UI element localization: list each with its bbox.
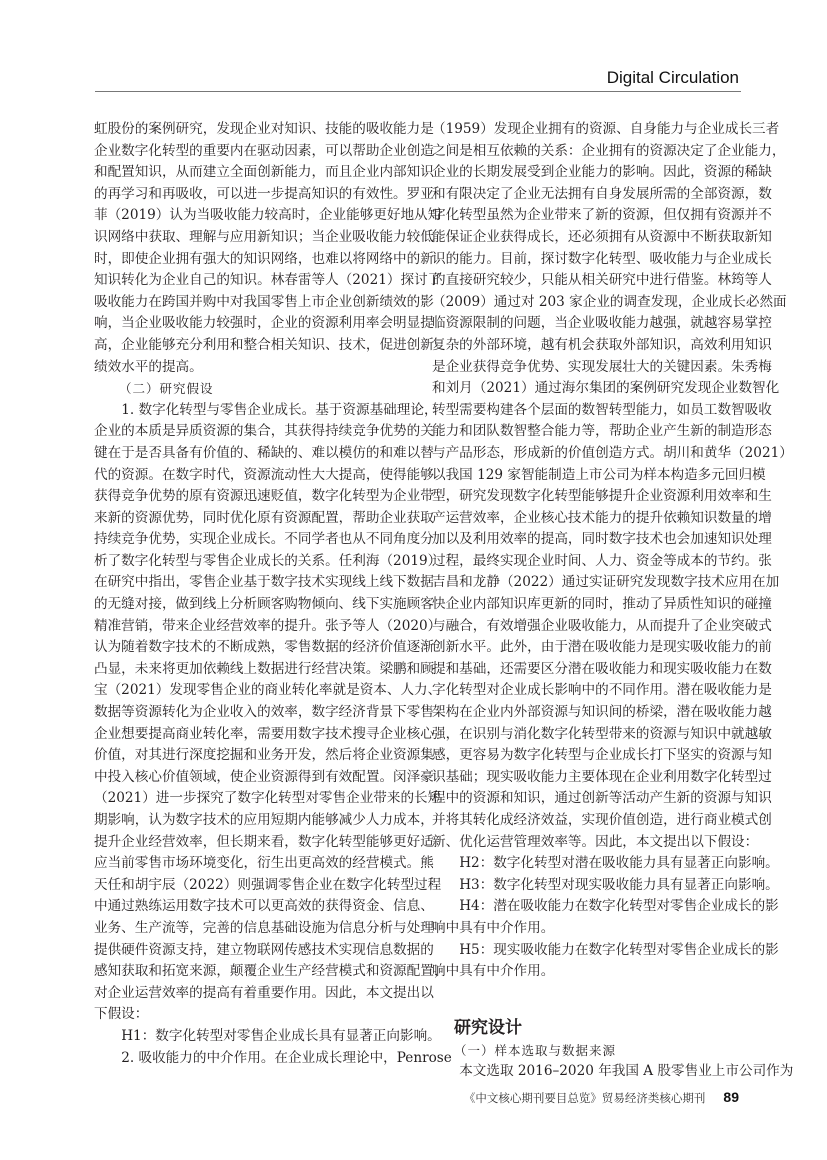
paragraph-line: 响，当企业吸收能力较强时，企业的资源利用率会明显提 [94, 315, 434, 332]
paragraph-line: 复杂的外部环境，越有机会获取外部知识，高效利用知识 [432, 336, 772, 353]
paragraph [94, 1048, 452, 1070]
right-paragraphs [432, 119, 793, 983]
paragraph-line: 强，在识别与消化数字化转型带来的资源与知识中就越敏 [432, 725, 772, 742]
paragraph-line: 获得竞争优势的原有资源迅速贬值，数字化转型为企业带 [94, 488, 434, 505]
paragraph-line: 对企业运营效率的提高有着重要作用。因此，本文提出以 [94, 984, 434, 1001]
paragraph-line: 键在于是否具备有价值的、稀缺的、难以模仿的和难以替 [94, 444, 434, 461]
paragraph-line: 企业数字化转型的重要内在驱动因素，可以帮助企业创造 [94, 142, 434, 159]
paragraph-line: 吉昌和龙静（2022）通过实证研究发现数字技术应用在加 [432, 574, 780, 591]
paragraph-line: 型，研究发现数字化转型能够提升企业资源利用效率和生 [432, 488, 772, 505]
paragraph-line: 之间是相互依赖的关系：企业拥有的资源决定了企业能力， [432, 142, 786, 159]
paragraph-line: 精准营销，带来企业经营效率的提升。张予等人（2020） [94, 617, 442, 634]
paragraph-line: 以我国 129 家智能制造上市公司为样本构造多元回归模 [432, 466, 766, 483]
paragraph-line: 1. 数字化转型与零售企业成长。基于资源基础理论， [121, 401, 438, 418]
paragraph-line: 产运营效率，企业核心技术能力的提升依赖知识数量的增 [432, 509, 772, 526]
paragraph-line: 并将其转化成经济效益，实现价值创造，进行商业模式创 [432, 812, 772, 828]
paragraph-line: 的无缝对接，做到线上分析顾客购物倾向、线下实施顾客 [94, 596, 434, 613]
paragraph-line: 能力和团队数智整合能力等，帮助企业产生新的制造形态 [432, 423, 772, 440]
subsection-heading: （一）样本选取与数据来源 [454, 1042, 617, 1058]
section-heading: 研究设计 [454, 1017, 522, 1038]
paragraph-line: 架构在企业内外部资源与知识间的桥梁，潜在吸收能力越 [432, 704, 772, 721]
paragraph-line: 新、优化运营管理效率等。因此，本文提出以下假设： [432, 833, 759, 850]
paragraph-line: （1959）发现企业拥有的资源、自身能力与企业成长三者 [432, 121, 780, 137]
paragraph-line: 过程，最终实现企业时间、人力、资金等成本的节约。张 [432, 552, 772, 569]
paragraph-line: 程中的资源和知识，通过创新等活动产生新的资源与知识 [432, 790, 772, 807]
paragraph-line: 认为随着数字技术的不断成熟，零售数据的经济价值逐渐 [94, 639, 434, 656]
right-column [432, 119, 794, 1083]
paragraph-line: 本文选取 2016–2020 年我国 A 股零售业上市公司作为 [459, 1063, 794, 1080]
paragraph-line: （2009）通过对 203 家企业的调查发现，企业成长必然面 [432, 293, 787, 310]
paragraph-line: 凸显，未来将更加依赖线上数据进行经营决策。梁鹏和顾 [94, 660, 434, 677]
paragraph-line: 加以及利用效率的提高，同时数字技术也会加速知识处理 [432, 531, 772, 548]
paragraph-line: 菲（2019）认为当吸收能力较高时，企业能够更好地从知 [94, 207, 442, 224]
paragraph-line: 时，即使企业拥有强大的知识网络，也难以将网络中的新 [94, 250, 434, 267]
paragraph-line: 企业的本质是异质资源的集合，其获得持续竞争优势的关 [94, 423, 434, 440]
paragraph-line: 数据等资源转化为企业收入的效率，数字经济背景下零售 [94, 704, 434, 721]
paragraph-line: 来新的资源优势，同时优化原有资源配置，帮助企业获取 [94, 509, 434, 526]
paragraph [432, 119, 793, 853]
paragraph-line: 临资源限制的问题，当企业吸收能力越强，就越容易掌控 [432, 315, 772, 332]
paragraph-line: H1：数字化转型对零售企业成长具有显著正向影响。 [121, 1027, 441, 1044]
paragraph-line: （2021）进一步探究了数字化转型对零售企业带来的长短 [94, 790, 442, 807]
paragraph-line: 快企业内部知识库更新的同时，推动了异质性知识的碰撞 [432, 596, 772, 613]
paragraph-line: 在研究中指出，零售企业基于数字技术实现线上线下数据 [94, 574, 434, 591]
paragraph-line: 提和基础，还需要区分潜在吸收能力和现实吸收能力在数 [432, 660, 772, 677]
paragraph-line: 感，更容易为数字化转型与企业成长打下坚实的资源与知 [432, 747, 772, 764]
paragraph-line: 吸收能力在跨国并购中对我国零售上市企业创新绩效的影 [94, 293, 434, 310]
paragraph-line: 能保证企业获得成长，还必须拥有从资源中不断获取新知 [432, 228, 772, 245]
paragraph-line: 业务、生产流等，完善的信息基础设施为信息分析与处理 [94, 919, 434, 936]
paragraph [94, 119, 442, 378]
paragraph-line: 是企业获得竞争优势、实现发展壮大的关键因素。朱秀梅 [432, 358, 772, 375]
paragraph-line: 高，企业能够充分利用和整合相关知识、技术，促进创新 [94, 336, 434, 353]
paragraph [432, 896, 779, 939]
paragraph-line: 识网络中获取、理解与应用新知识；当企业吸收能力较低 [94, 228, 434, 245]
paragraph-line: H4：潜在吸收能力在数字化转型对零售企业成长的影 [459, 898, 779, 915]
paragraph [432, 940, 779, 983]
paragraph-line: 感知获取和拓宽来源，颠覆企业生产经营模式和资源配置， [94, 963, 448, 980]
header-rule [95, 91, 741, 92]
footer-journal: 《中文核心期刊要目总览》贸易经济类核心期刊 [463, 1091, 706, 1105]
paragraph-line: H2：数字化转型对潜在吸收能力具有显著正向影响。 [459, 855, 779, 872]
paragraph-line: 的直接研究较少，只能从相关研究中进行借鉴。林筠等人 [432, 272, 772, 289]
paragraph-line: 识的能力。目前，探讨数字化转型、吸收能力与企业成长 [432, 250, 772, 267]
paragraph-line: H3：数字化转型对现实吸收能力具有显著正向影响。 [459, 876, 779, 893]
paragraph-line: 的再学习和再吸收，可以进一步提高知识的有效性。罗亚 [94, 185, 434, 202]
paragraph-line: 字化转型虽然为企业带来了新的资源，但仅拥有资源并不 [432, 207, 772, 224]
journal-section-title: Digital Circulation [606, 68, 739, 87]
paragraph-line: 2. 吸收能力的中介作用。在企业成长理论中，Penrose [121, 1049, 452, 1066]
paragraph-line: 企业想要提高商业转化率，需要用数字技术搜寻企业核心 [94, 725, 434, 742]
paragraph-line: 绩效水平的提高。 [94, 358, 203, 375]
paragraph-line: 识基础；现实吸收能力主要体现在企业利用数字化转型过 [432, 768, 772, 785]
paragraph [94, 1026, 441, 1048]
paragraph-line: 与产品形态，形成新的价值创造方式。胡川和黄华（2021） [432, 444, 793, 461]
paragraph-line: 转型需要构建各个层面的数智转型能力，如员工数智吸收 [432, 401, 772, 418]
paragraph-line: 下假设： [94, 1006, 149, 1023]
paragraph [94, 400, 448, 1026]
paragraph-line: 持续竞争优势，实现企业成长。不同学者也从不同角度分 [94, 531, 434, 548]
paragraph-line: 创新水平。此外，由于潜在吸收能力是现实吸收能力的前 [432, 639, 772, 656]
paragraph-line: 宝（2021）发现零售企业的商业转化率就是资本、人力、 [94, 682, 442, 699]
paragraph-line: 中通过熟练运用数字技术可以更高效的获得资金、信息、 [94, 898, 434, 915]
paragraph-line: 响中具有中介作用。 [432, 919, 555, 936]
left-column [94, 119, 452, 1069]
paragraph-line: 期影响，认为数字技术的应用短期内能够减少人力成本， [94, 812, 434, 828]
paragraph-line: 与融合，有效增强企业吸收能力，从而提升了企业突破式 [432, 617, 772, 634]
page-footer [464, 1089, 739, 1106]
paragraph-line: 应当前零售市场环境变化，衍生出更高效的经营模式。熊 [94, 855, 434, 872]
paragraph-line: 提升企业经营效率，但长期来看，数字化转型能够更好适 [94, 833, 434, 850]
page-number: 89 [723, 1089, 739, 1105]
paragraph-line: 和刘月（2021）通过海尔集团的案例研究发现企业数智化 [432, 380, 780, 397]
paragraph [432, 853, 779, 875]
paragraph-line: 虹股份的案例研究，发现企业对知识、技能的吸收能力是 [94, 121, 434, 137]
paragraph-line: 知识转化为企业自己的知识。林春雷等人（2021）探讨了 [94, 272, 442, 289]
paragraph-line: 企业的长期发展受到企业能力的影响。因此，资源的稀缺 [432, 164, 772, 181]
paragraph-line: 响中具有中介作用。 [432, 963, 555, 980]
paragraph-line: 价值，对其进行深度挖掘和业务开发，然后将企业资源集 [94, 747, 434, 764]
paragraph-line: 和配置知识，从而建立全面创新能力，而且企业内部知识 [94, 164, 434, 181]
paragraph-line: 析了数字化转型与零售企业成长的关系。任利海（2019） [94, 552, 442, 569]
paragraph-line: 代的资源。在数字时代，资源流动性大大提高，使得能够 [94, 466, 434, 483]
paragraph-line: H5：现实吸收能力在数字化转型对零售企业成长的影 [459, 941, 779, 958]
paragraph-line: 字化转型对企业成长影响中的不同作用。潜在吸收能力是 [432, 682, 772, 699]
paragraph-line: （二）研究假设 [119, 381, 214, 397]
paragraph-line: 天任和胡宇辰（2022）则强调零售企业在数字化转型过程 [94, 876, 442, 893]
paragraph [432, 875, 779, 897]
paragraph-line: 中投入核心价值领域，使企业资源得到有效配置。闵泽豪 [94, 768, 434, 785]
paragraph-line: 提供硬件资源支持，建立物联网传感技术实现信息数据的 [94, 941, 434, 958]
paragraph-line: 和有限决定了企业无法拥有自身发展所需的全部资源，数 [432, 185, 772, 202]
subsection-heading [94, 378, 410, 400]
